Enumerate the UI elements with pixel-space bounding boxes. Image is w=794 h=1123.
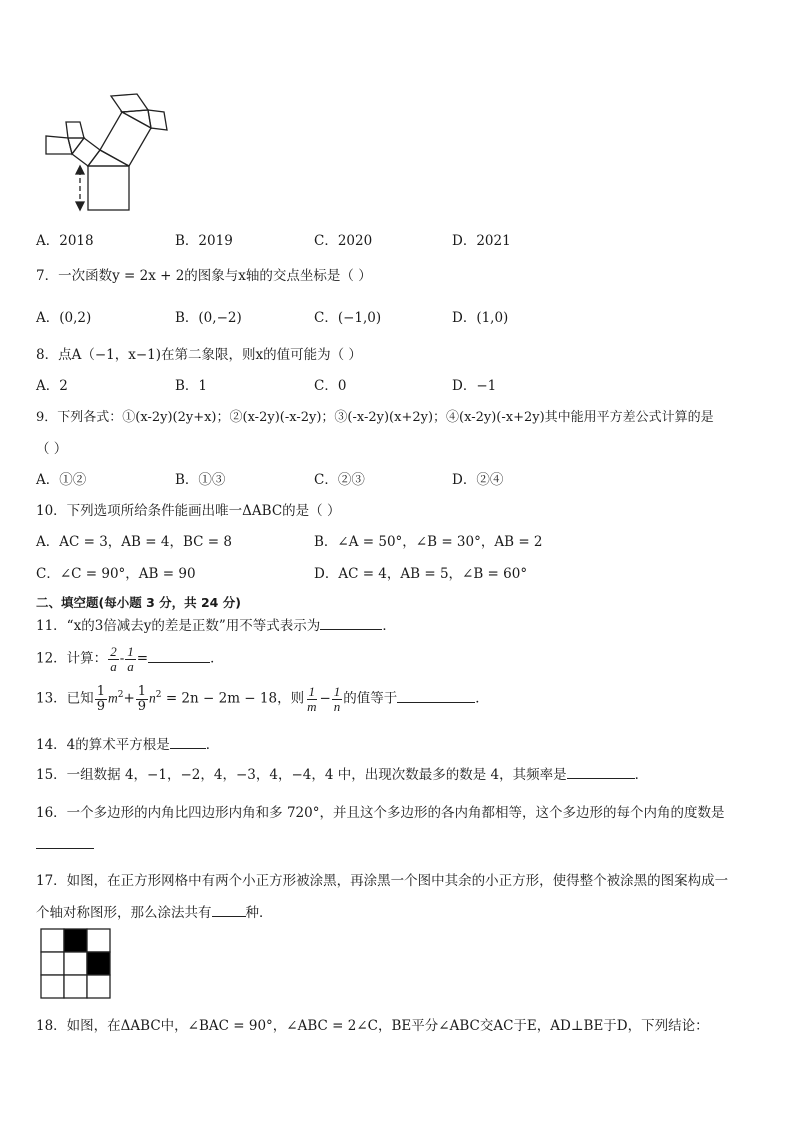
q12-minus: - [119,650,125,667]
q9-option-b: B．①③ [175,472,226,488]
q12-suffix: ． [210,650,224,667]
q6-option-d: D．2021 [452,233,511,249]
q8-option-d: D．−1 [452,378,497,394]
pythagoras-tree-figure [40,80,190,220]
q12-fraction-2: $\frac{1}{a}$ [127,644,134,674]
section-heading: 二、填空题(每小题 3 分，共 24 分) [36,595,241,610]
q14 [36,733,219,753]
q7-option-c: C．(−1,0) [314,310,382,326]
q13-term-n: n [149,690,156,706]
q6-option-b: B．2019 [175,233,233,249]
q13-fraction-3: $\frac{1}{m}$ [307,684,317,714]
q9-option-c: C．②③ [314,472,365,488]
q13-plus: + [123,690,135,707]
q15-blank[interactable] [567,766,635,779]
q14-blank[interactable] [170,736,206,749]
q9-option-d: D．②④ [452,472,504,488]
q13-fraction-1: $\frac{1}{9}$ [96,684,105,714]
q17-line2-text: 个轴对称图形，那么涂法共有 [36,905,212,921]
q10-option-a: A．AC = 3，AB = 4，BC = 8 [36,534,232,550]
q8-option-a: A．2 [36,378,68,394]
q6-option-a: A．2018 [36,233,94,249]
q16-text: 16．一个多边形的内角比四边形内角和多 720°，并且这个多边形的各内角都相等，这个多边形的每个内角的度数是 [36,805,725,821]
q6-option-c: C．2020 [314,233,373,249]
q17-line1: 17．如图，在正方形网格中有两个小正方形被涂黑，再涂黑一个图中其余的小正方形，使得整个被涂黑的图案构成一 [36,873,729,889]
q12-equals: = [136,650,149,667]
q13: 13．已知 $\frac{1}{9}$ $m^2+$ $\frac{1}{9}$ $n^2 = 2n - 2m - 18$，则 $\frac{1}{m}$ − $\frac{1}{n}$ 的值等于 ． [36,684,489,714]
q7-option-a: A．(0,2) [36,310,92,326]
q17-grid-figure [40,928,112,1000]
q7-stem: 7．一次函数y = 2x + 2的图象与x轴的交点坐标是（ ） [36,268,372,284]
q10-option-d: D．AC = 4，AB = 5，∠B = 60° [314,566,528,582]
q18-text: 18．如图，在ΔABC中，∠BAC = 90°，∠ABC = 2∠C，BE平分∠ABC交AC于E，AD⊥BE于D，下列结论： [36,1018,709,1034]
q13-equation-rest: = 2n − 2m − 18，则 [165,690,305,707]
q12-text: 12．计算： [36,650,108,667]
q13-text: 13．已知 [36,690,94,707]
q13-term-m: m [107,690,118,706]
q15-text: 15．一组数据 4，−1，−2，4，−3，4，−4，4 中，出现次数最多的数是 4，其频率是 [36,767,567,783]
q15 [36,763,648,783]
q13-suffix: ． [475,690,489,707]
q10-stem: 10．下列选项所给条件能画出唯一ΔABC的是（ ） [36,503,341,519]
q15-suffix: ． [634,767,649,783]
q13-fraction-4: $\frac{1}{n}$ [333,684,341,714]
q8-option-c: C．0 [314,378,347,394]
q13-fraction-2: $\frac{1}{9}$ [137,684,147,714]
q10-option-b: B．∠A = 50°，∠B = 30°，AB = 2 [314,534,543,550]
q17-line2-suffix: 种． [245,905,273,921]
q8-stem: 8．点A（−1，x−1)在第二象限，则x的值可能为（ ） [36,347,362,363]
q12-blank[interactable] [148,650,210,663]
q10-option-c: C．∠C = 90°，AB = 90 [36,566,196,582]
q8-option-b: B．1 [175,378,208,394]
q14-suffix: ． [205,737,220,753]
q12 [36,645,224,673]
q11 [36,614,396,634]
q13-minus: − [319,690,331,707]
q9-stem-paren: （ ） [36,441,68,457]
q7-option-b: B．(0,−2) [175,310,242,326]
q11-suffix: ． [382,618,396,634]
q17-line2 [36,901,273,921]
q9-stem: 9．下列各式：①(x-2y)(2y+x)；②(x-2y)(-x-2y)；③(-x-2y)(x+2y)；④(x-2y)(-x+2y)其中能用平方差公式计算的是 [36,410,714,425]
q13-blank[interactable] [397,690,475,703]
q17-blank[interactable] [212,904,246,917]
q11-blank[interactable] [320,617,382,630]
q7-option-d: D．(1,0) [452,310,509,326]
q13-tail: 的值等于 [343,690,398,707]
q12-fraction-1: $\frac{2}{a}$ [110,644,117,674]
q11-text: 11．“x的3倍减去y的差是正数”用不等式表示为 [36,618,321,634]
q9-option-a: A．①② [36,472,87,488]
q14-text: 14．4的算术平方根是 [36,737,170,753]
q16-blank[interactable] [36,836,94,849]
